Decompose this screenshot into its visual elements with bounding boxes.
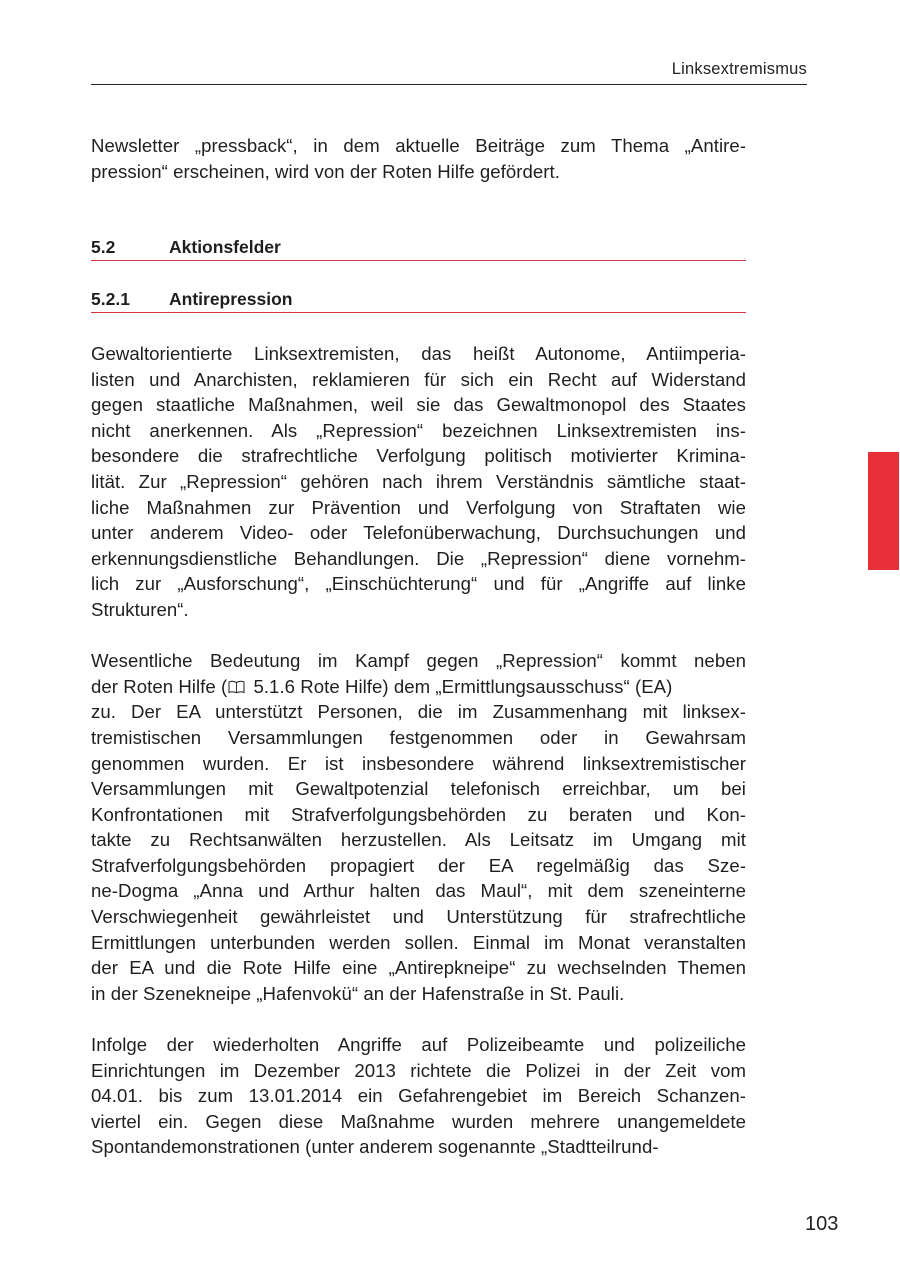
text-line: in der Szenekneipe „Hafenvokü“ an der Hafenstraße in St. Pauli. <box>91 982 625 1004</box>
text-line: ne-Dogma „Anna und Arthur halten das Maul“, mit dem szeneinterne <box>91 880 746 902</box>
paragraph-2-rest <box>91 699 746 1006</box>
text-line: tremistischen Versammlungen festgenommen oder in Gewahrsam <box>91 726 746 748</box>
text-line: Ermittlungen unterbunden werden sollen. Einmal im Monat veranstalten <box>91 931 746 953</box>
text-line: der EA und die Rote Hilfe eine „Antirepkneipe“ zu wechselnden Themen <box>91 957 746 979</box>
text-line: Verschwiegenheit gewährleistet und Unterstützung für strafrechtliche <box>91 906 746 928</box>
text-line: zu. Der EA unterstützt Personen, die im Zusammenhang mit linksex- <box>91 701 746 723</box>
running-title: Linksextremismus <box>671 60 807 78</box>
text-line: liche Maßnahmen zur Prävention und Verfolgung von Straftaten wie <box>91 496 746 518</box>
text-line: Infolge der wiederholten Angriffe auf Polizeibeamte und polizeiliche <box>91 1034 746 1056</box>
book-icon <box>228 680 245 694</box>
paragraph-1 <box>91 341 746 623</box>
subsection-title: Antirepression <box>169 289 293 309</box>
section-title: Aktionsfelder <box>169 237 281 257</box>
text-line: Strafverfolgungsbehörden propagiert der EA regelmäßig das Sze- <box>91 854 746 876</box>
text-line: Newsletter „pressback“, in dem aktuelle Beiträge zum Thema „Antire- <box>91 135 746 156</box>
section-heading <box>91 236 746 261</box>
text-line: Spontandemonstrationen (unter anderem sogenannte „Stadtteilrund- <box>91 1136 659 1158</box>
text-line: erkennungsdienstliche Behandlungen. Die „Repression“ diene vornehm- <box>91 547 746 569</box>
paragraph-2 <box>91 648 746 1006</box>
text-line: Strukturen“. <box>91 598 189 620</box>
section-number: 5.2 <box>91 237 116 257</box>
text-line: lität. Zur „Repression“ gehören nach ihrem Verständnis sämtliche staat- <box>91 470 746 492</box>
text-line: besondere die strafrechtliche Verfolgung politisch motivierter Krimina- <box>91 445 746 467</box>
paragraph-2-line-2-end: ) dem „Ermittlungsausschuss“ (EA) <box>382 675 673 697</box>
chapter-tab-marker <box>868 452 899 570</box>
text-line: takte zu Rechtsanwälten herzustellen. Als Leitsatz im Umgang mit <box>91 829 746 851</box>
text-line: lich zur „Ausforschung“, „Einschüchterung“ und für „Angriffe auf linke <box>91 573 746 595</box>
page-number: 103 <box>805 1213 839 1235</box>
crossref-link[interactable]: 5.1.6 Rote Hilfe <box>248 675 383 697</box>
subsection-number: 5.2.1 <box>91 289 130 309</box>
text-line: Gewaltorientierte Linksextremisten, das heißt Autonome, Antiimperia- <box>91 343 746 364</box>
text-line: Einrichtungen im Dezember 2013 richtete die Polizei in der Zeit vom <box>91 1059 746 1081</box>
paragraph-3 <box>91 1032 746 1160</box>
body-column <box>91 341 746 1160</box>
running-header <box>91 58 807 85</box>
text-line: gegen staatliche Maßnahmen, weil sie das Gewaltmonopol des Staates <box>91 394 746 416</box>
paragraph-2-line-1: Wesentliche Bedeutung im Kampf gegen „Repression“ kommt neben <box>91 650 746 672</box>
text-line: 04.01. bis zum 13.01.2014 ein Gefahrengebiet im Bereich Schanzen- <box>91 1085 746 1107</box>
paragraph-2-line-2-start: der Roten Hilfe ( <box>91 675 228 697</box>
subsection-heading <box>91 288 746 313</box>
text-line: pression“ erscheinen, wird von der Roten Hilfe gefördert. <box>91 160 560 182</box>
text-line: nicht anerkennen. Als „Repression“ bezeichnen Linksextremisten ins- <box>91 419 746 441</box>
intro-paragraph <box>91 133 746 184</box>
text-line: viertel ein. Gegen diese Maßnahme wurden mehrere unangemeldete <box>91 1110 746 1132</box>
text-line: Konfrontationen mit Strafverfolgungsbehörden zu beraten und Kon- <box>91 803 746 825</box>
intro-column <box>91 133 746 184</box>
text-line: unter anderem Video- oder Telefonüberwachung, Durchsuchungen und <box>91 522 746 544</box>
text-line: listen und Anarchisten, reklamieren für sich ein Recht auf Widerstand <box>91 368 746 390</box>
text-line: Versammlungen mit Gewaltpotenzial telefonisch erreichbar, um bei <box>91 778 746 800</box>
text-line: genommen wurden. Er ist insbesondere während linksextremistischer <box>91 752 746 774</box>
